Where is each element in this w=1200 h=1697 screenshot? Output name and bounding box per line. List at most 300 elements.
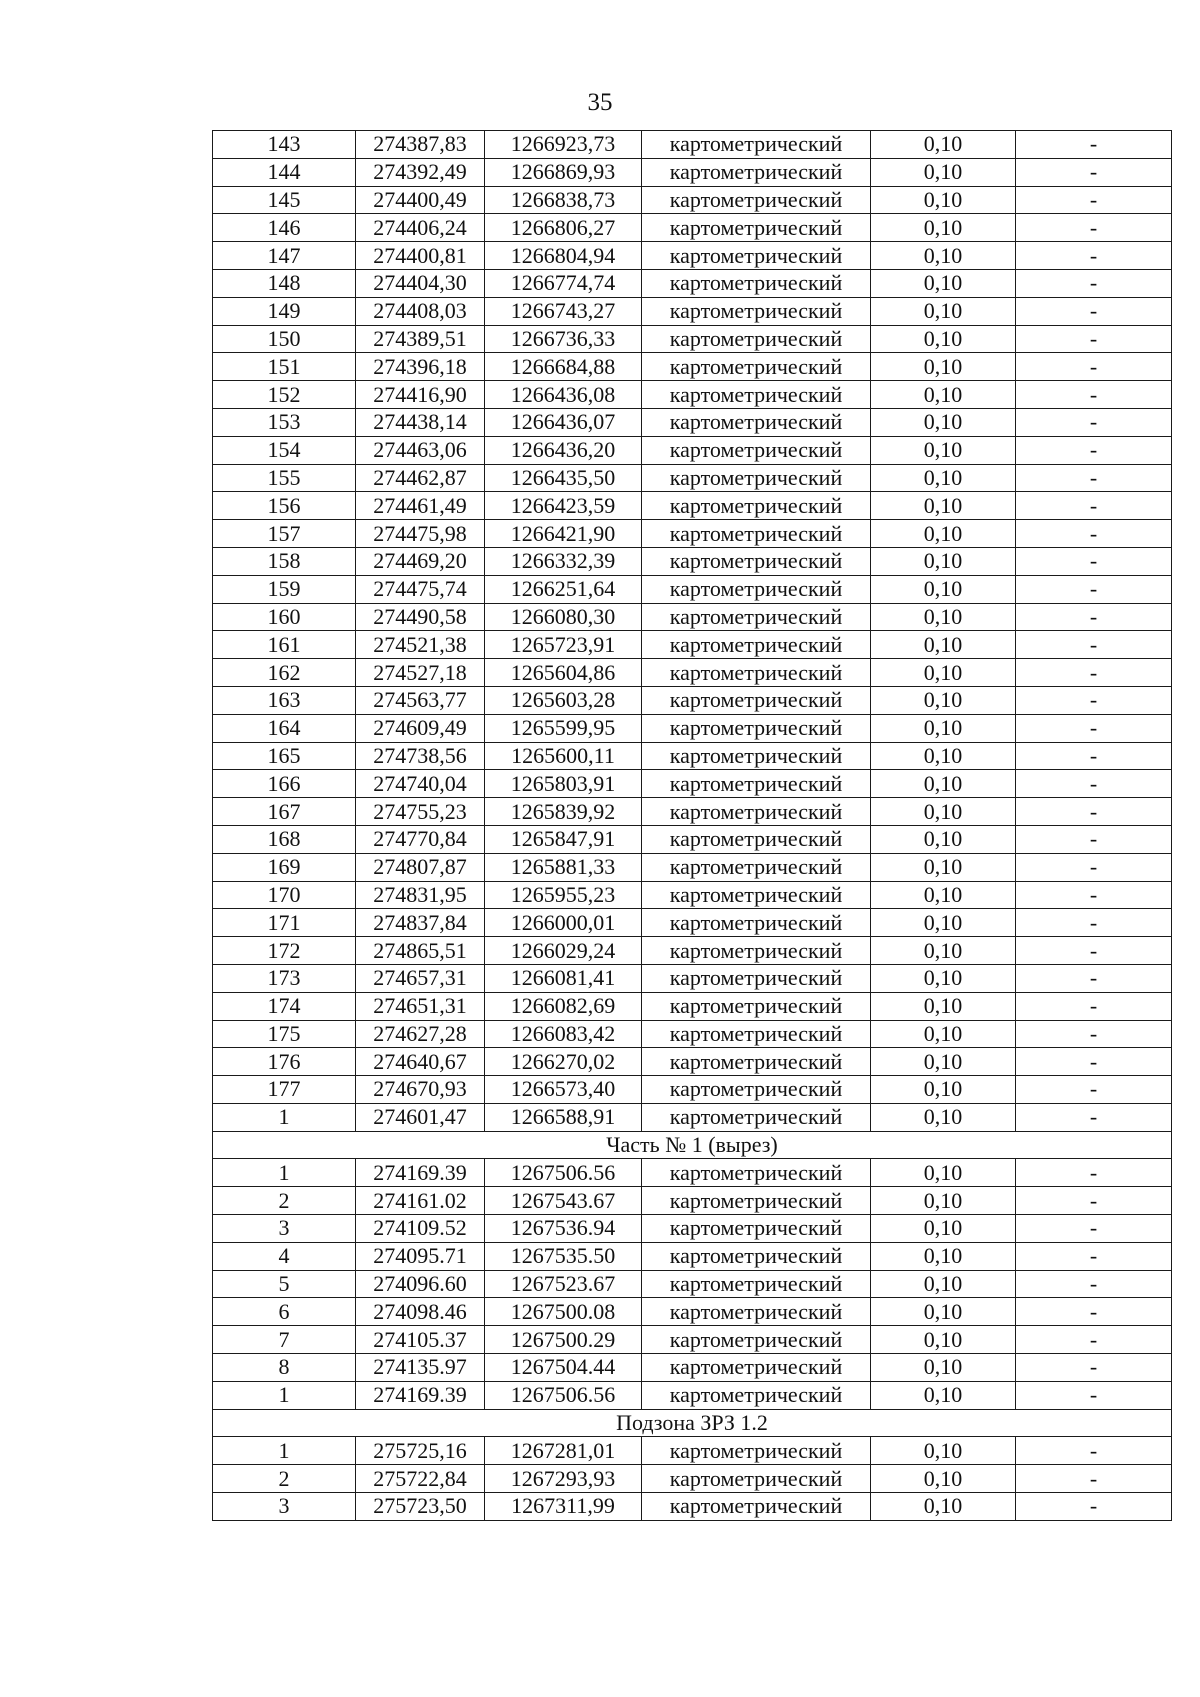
table-row	[213, 353, 1172, 381]
y-coordinate-cell: 1267506.56	[485, 1159, 642, 1187]
page-number: 35	[587, 89, 613, 116]
method-cell: картометрический	[642, 909, 871, 937]
method-cell: картометрический	[642, 853, 871, 881]
note-cell: -	[1016, 1381, 1172, 1409]
x-coordinate-cell: 274651,31	[356, 992, 485, 1020]
note-cell: -	[1016, 1048, 1172, 1076]
note-cell: -	[1016, 1103, 1172, 1131]
method-cell: картометрический	[642, 436, 871, 464]
method-cell: картометрический	[642, 1048, 871, 1076]
accuracy-cell: 0,10	[871, 1076, 1016, 1104]
x-coordinate-cell: 274462,87	[356, 464, 485, 492]
table-row	[213, 1437, 1172, 1465]
x-coordinate-cell: 274404,30	[356, 269, 485, 297]
method-cell: картометрический	[642, 158, 871, 186]
table-row	[213, 937, 1172, 965]
accuracy-cell: 0,10	[871, 798, 1016, 826]
x-coordinate-cell: 274098.46	[356, 1298, 485, 1326]
accuracy-cell: 0,10	[871, 492, 1016, 520]
note-cell: -	[1016, 1298, 1172, 1326]
table-row	[213, 131, 1172, 159]
y-coordinate-cell: 1266421,90	[485, 520, 642, 548]
y-coordinate-cell: 1265604,86	[485, 659, 642, 687]
accuracy-cell: 0,10	[871, 1270, 1016, 1298]
note-cell: -	[1016, 464, 1172, 492]
method-cell: картометрический	[642, 1215, 871, 1243]
note-cell: -	[1016, 492, 1172, 520]
x-coordinate-cell: 274095.71	[356, 1242, 485, 1270]
x-coordinate-cell: 275723,50	[356, 1493, 485, 1521]
point-number-cell: 7	[213, 1326, 356, 1354]
x-coordinate-cell: 274469,20	[356, 547, 485, 575]
accuracy-cell: 0,10	[871, 686, 1016, 714]
table-row	[213, 714, 1172, 742]
x-coordinate-cell: 274738,56	[356, 742, 485, 770]
y-coordinate-cell: 1265603,28	[485, 686, 642, 714]
y-coordinate-cell: 1265599,95	[485, 714, 642, 742]
method-cell: картометрический	[642, 1354, 871, 1382]
y-coordinate-cell: 1265955,23	[485, 881, 642, 909]
y-coordinate-cell: 1266736,33	[485, 325, 642, 353]
note-cell: -	[1016, 547, 1172, 575]
point-number-cell: 148	[213, 269, 356, 297]
y-coordinate-cell: 1266743,27	[485, 297, 642, 325]
method-cell: картометрический	[642, 1242, 871, 1270]
point-number-cell: 147	[213, 242, 356, 270]
point-number-cell: 177	[213, 1076, 356, 1104]
section-header-row	[213, 1409, 1172, 1437]
method-cell: картометрический	[642, 1270, 871, 1298]
point-number-cell: 8	[213, 1354, 356, 1382]
accuracy-cell: 0,10	[871, 909, 1016, 937]
table-row	[213, 1298, 1172, 1326]
method-cell: картометрический	[642, 770, 871, 798]
method-cell: картометрический	[642, 686, 871, 714]
method-cell: картометрический	[642, 464, 871, 492]
x-coordinate-cell: 274169.39	[356, 1159, 485, 1187]
accuracy-cell: 0,10	[871, 269, 1016, 297]
method-cell: картометрический	[642, 881, 871, 909]
y-coordinate-cell: 1266435,50	[485, 464, 642, 492]
accuracy-cell: 0,10	[871, 1215, 1016, 1243]
table-row	[213, 1076, 1172, 1104]
y-coordinate-cell: 1266423,59	[485, 492, 642, 520]
y-coordinate-cell: 1265881,33	[485, 853, 642, 881]
table-row	[213, 186, 1172, 214]
note-cell: -	[1016, 1020, 1172, 1048]
x-coordinate-cell: 274807,87	[356, 853, 485, 881]
method-cell: картометрический	[642, 242, 871, 270]
y-coordinate-cell: 1266436,07	[485, 408, 642, 436]
y-coordinate-cell: 1267543.67	[485, 1187, 642, 1215]
note-cell: -	[1016, 1493, 1172, 1521]
accuracy-cell: 0,10	[871, 937, 1016, 965]
y-coordinate-cell: 1267500.29	[485, 1326, 642, 1354]
accuracy-cell: 0,10	[871, 881, 1016, 909]
method-cell: картометрический	[642, 1381, 871, 1409]
accuracy-cell: 0,10	[871, 1381, 1016, 1409]
accuracy-cell: 0,10	[871, 353, 1016, 381]
y-coordinate-cell: 1266082,69	[485, 992, 642, 1020]
y-coordinate-cell: 1265723,91	[485, 631, 642, 659]
point-number-cell: 160	[213, 603, 356, 631]
note-cell: -	[1016, 269, 1172, 297]
note-cell: -	[1016, 242, 1172, 270]
note-cell: -	[1016, 714, 1172, 742]
table-row	[213, 547, 1172, 575]
point-number-cell: 176	[213, 1048, 356, 1076]
y-coordinate-cell: 1266251,64	[485, 575, 642, 603]
note-cell: -	[1016, 297, 1172, 325]
x-coordinate-cell: 275725,16	[356, 1437, 485, 1465]
point-number-cell: 161	[213, 631, 356, 659]
method-cell: картометрический	[642, 520, 871, 548]
x-coordinate-cell: 274392,49	[356, 158, 485, 186]
accuracy-cell: 0,10	[871, 436, 1016, 464]
note-cell: -	[1016, 131, 1172, 159]
method-cell: картометрический	[642, 1020, 871, 1048]
accuracy-cell: 0,10	[871, 297, 1016, 325]
table-row	[213, 770, 1172, 798]
table-row	[213, 1465, 1172, 1493]
x-coordinate-cell: 274640,67	[356, 1048, 485, 1076]
table-row	[213, 1048, 1172, 1076]
note-cell: -	[1016, 325, 1172, 353]
x-coordinate-cell: 274601,47	[356, 1103, 485, 1131]
table-row	[213, 603, 1172, 631]
x-coordinate-cell: 274389,51	[356, 325, 485, 353]
point-number-cell: 1	[213, 1437, 356, 1465]
note-cell: -	[1016, 1215, 1172, 1243]
table-row	[213, 1187, 1172, 1215]
point-number-cell: 175	[213, 1020, 356, 1048]
note-cell: -	[1016, 659, 1172, 687]
y-coordinate-cell: 1266804,94	[485, 242, 642, 270]
y-coordinate-cell: 1266588,91	[485, 1103, 642, 1131]
method-cell: картометрический	[642, 1076, 871, 1104]
section-title: Часть № 1 (вырез)	[213, 1131, 1172, 1159]
y-coordinate-cell: 1265847,91	[485, 825, 642, 853]
x-coordinate-cell: 274521,38	[356, 631, 485, 659]
point-number-cell: 151	[213, 353, 356, 381]
point-number-cell: 2	[213, 1465, 356, 1493]
y-coordinate-cell: 1267536.94	[485, 1215, 642, 1243]
table-row	[213, 297, 1172, 325]
y-coordinate-cell: 1266869,93	[485, 158, 642, 186]
accuracy-cell: 0,10	[871, 131, 1016, 159]
point-number-cell: 146	[213, 214, 356, 242]
accuracy-cell: 0,10	[871, 1326, 1016, 1354]
point-number-cell: 173	[213, 964, 356, 992]
accuracy-cell: 0,10	[871, 1159, 1016, 1187]
accuracy-cell: 0,10	[871, 992, 1016, 1020]
note-cell: -	[1016, 686, 1172, 714]
point-number-cell: 1	[213, 1381, 356, 1409]
note-cell: -	[1016, 825, 1172, 853]
y-coordinate-cell: 1266081,41	[485, 964, 642, 992]
y-coordinate-cell: 1266573,40	[485, 1076, 642, 1104]
x-coordinate-cell: 274461,49	[356, 492, 485, 520]
accuracy-cell: 0,10	[871, 1242, 1016, 1270]
point-number-cell: 155	[213, 464, 356, 492]
point-number-cell: 153	[213, 408, 356, 436]
method-cell: картометрический	[642, 714, 871, 742]
note-cell: -	[1016, 353, 1172, 381]
note-cell: -	[1016, 520, 1172, 548]
method-cell: картометрический	[642, 992, 871, 1020]
note-cell: -	[1016, 964, 1172, 992]
table-row	[213, 520, 1172, 548]
note-cell: -	[1016, 575, 1172, 603]
note-cell: -	[1016, 742, 1172, 770]
accuracy-cell: 0,10	[871, 1493, 1016, 1521]
note-cell: -	[1016, 798, 1172, 826]
method-cell: картометрический	[642, 1493, 871, 1521]
method-cell: картометрический	[642, 408, 871, 436]
note-cell: -	[1016, 1076, 1172, 1104]
method-cell: картометрический	[642, 214, 871, 242]
table-row	[213, 1326, 1172, 1354]
method-cell: картометрический	[642, 353, 871, 381]
table-row	[213, 1242, 1172, 1270]
y-coordinate-cell: 1266332,39	[485, 547, 642, 575]
x-coordinate-cell: 274670,93	[356, 1076, 485, 1104]
note-cell: -	[1016, 881, 1172, 909]
accuracy-cell: 0,10	[871, 325, 1016, 353]
table-row	[213, 464, 1172, 492]
x-coordinate-cell: 274831,95	[356, 881, 485, 909]
table-row	[213, 1103, 1172, 1131]
point-number-cell: 169	[213, 853, 356, 881]
accuracy-cell: 0,10	[871, 1187, 1016, 1215]
y-coordinate-cell: 1267311,99	[485, 1493, 642, 1521]
method-cell: картометрический	[642, 937, 871, 965]
method-cell: картометрический	[642, 659, 871, 687]
table-row	[213, 408, 1172, 436]
note-cell: -	[1016, 381, 1172, 409]
accuracy-cell: 0,10	[871, 186, 1016, 214]
x-coordinate-cell: 274406,24	[356, 214, 485, 242]
accuracy-cell: 0,10	[871, 520, 1016, 548]
point-number-cell: 166	[213, 770, 356, 798]
x-coordinate-cell: 274135.97	[356, 1354, 485, 1382]
accuracy-cell: 0,10	[871, 659, 1016, 687]
accuracy-cell: 0,10	[871, 1103, 1016, 1131]
method-cell: картометрический	[642, 575, 871, 603]
note-cell: -	[1016, 1270, 1172, 1298]
point-number-cell: 157	[213, 520, 356, 548]
x-coordinate-cell: 274609,49	[356, 714, 485, 742]
table-row	[213, 158, 1172, 186]
point-number-cell: 1	[213, 1159, 356, 1187]
x-coordinate-cell: 274563,77	[356, 686, 485, 714]
point-number-cell: 144	[213, 158, 356, 186]
point-number-cell: 159	[213, 575, 356, 603]
x-coordinate-cell: 274490,58	[356, 603, 485, 631]
x-coordinate-cell: 274740,04	[356, 770, 485, 798]
method-cell: картометрический	[642, 1103, 871, 1131]
accuracy-cell: 0,10	[871, 964, 1016, 992]
method-cell: картометрический	[642, 325, 871, 353]
point-number-cell: 165	[213, 742, 356, 770]
accuracy-cell: 0,10	[871, 603, 1016, 631]
x-coordinate-cell: 274627,28	[356, 1020, 485, 1048]
y-coordinate-cell: 1266270,02	[485, 1048, 642, 1076]
note-cell: -	[1016, 186, 1172, 214]
method-cell: картометрический	[642, 825, 871, 853]
table-row	[213, 742, 1172, 770]
table-row	[213, 881, 1172, 909]
method-cell: картометрический	[642, 603, 871, 631]
table-row	[213, 659, 1172, 687]
method-cell: картометрический	[642, 492, 871, 520]
table-row	[213, 214, 1172, 242]
x-coordinate-cell: 274837,84	[356, 909, 485, 937]
x-coordinate-cell: 274396,18	[356, 353, 485, 381]
method-cell: картометрический	[642, 631, 871, 659]
note-cell: -	[1016, 1354, 1172, 1382]
note-cell: -	[1016, 408, 1172, 436]
y-coordinate-cell: 1267293,93	[485, 1465, 642, 1493]
accuracy-cell: 0,10	[871, 1437, 1016, 1465]
accuracy-cell: 0,10	[871, 575, 1016, 603]
point-number-cell: 152	[213, 381, 356, 409]
table-row	[213, 575, 1172, 603]
point-number-cell: 4	[213, 1242, 356, 1270]
accuracy-cell: 0,10	[871, 158, 1016, 186]
section-header-row	[213, 1131, 1172, 1159]
x-coordinate-cell: 274475,74	[356, 575, 485, 603]
y-coordinate-cell: 1267500.08	[485, 1298, 642, 1326]
point-number-cell: 2	[213, 1187, 356, 1215]
x-coordinate-cell: 274400,81	[356, 242, 485, 270]
method-cell: картометрический	[642, 1298, 871, 1326]
point-number-cell: 3	[213, 1215, 356, 1243]
table-row	[213, 1493, 1172, 1521]
note-cell: -	[1016, 436, 1172, 464]
point-number-cell: 149	[213, 297, 356, 325]
accuracy-cell: 0,10	[871, 1298, 1016, 1326]
table-row	[213, 853, 1172, 881]
point-number-cell: 163	[213, 686, 356, 714]
point-number-cell: 3	[213, 1493, 356, 1521]
point-number-cell: 170	[213, 881, 356, 909]
y-coordinate-cell: 1266838,73	[485, 186, 642, 214]
table-row	[213, 325, 1172, 353]
x-coordinate-cell: 274105.37	[356, 1326, 485, 1354]
table-row	[213, 964, 1172, 992]
x-coordinate-cell: 274475,98	[356, 520, 485, 548]
point-number-cell: 171	[213, 909, 356, 937]
coordinates-table-body	[213, 131, 1172, 1521]
note-cell: -	[1016, 1437, 1172, 1465]
point-number-cell: 174	[213, 992, 356, 1020]
table-row	[213, 381, 1172, 409]
accuracy-cell: 0,10	[871, 1465, 1016, 1493]
section-title: Подзона ЗРЗ 1.2	[213, 1409, 1172, 1437]
table-row	[213, 686, 1172, 714]
note-cell: -	[1016, 937, 1172, 965]
note-cell: -	[1016, 631, 1172, 659]
note-cell: -	[1016, 992, 1172, 1020]
point-number-cell: 167	[213, 798, 356, 826]
accuracy-cell: 0,10	[871, 381, 1016, 409]
x-coordinate-cell: 274865,51	[356, 937, 485, 965]
accuracy-cell: 0,10	[871, 631, 1016, 659]
accuracy-cell: 0,10	[871, 408, 1016, 436]
point-number-cell: 6	[213, 1298, 356, 1326]
method-cell: картометрический	[642, 131, 871, 159]
method-cell: картометрический	[642, 1326, 871, 1354]
table-row	[213, 436, 1172, 464]
table-row	[213, 242, 1172, 270]
accuracy-cell: 0,10	[871, 242, 1016, 270]
point-number-cell: 145	[213, 186, 356, 214]
y-coordinate-cell: 1266029,24	[485, 937, 642, 965]
table-row	[213, 992, 1172, 1020]
point-number-cell: 156	[213, 492, 356, 520]
x-coordinate-cell: 274161.02	[356, 1187, 485, 1215]
x-coordinate-cell: 274755,23	[356, 798, 485, 826]
x-coordinate-cell: 274387,83	[356, 131, 485, 159]
note-cell: -	[1016, 909, 1172, 937]
method-cell: картометрический	[642, 1159, 871, 1187]
table-row	[213, 1270, 1172, 1298]
y-coordinate-cell: 1266684,88	[485, 353, 642, 381]
accuracy-cell: 0,10	[871, 853, 1016, 881]
method-cell: картометрический	[642, 964, 871, 992]
y-coordinate-cell: 1266436,08	[485, 381, 642, 409]
table-row	[213, 269, 1172, 297]
note-cell: -	[1016, 158, 1172, 186]
x-coordinate-cell: 274770,84	[356, 825, 485, 853]
x-coordinate-cell: 274109.52	[356, 1215, 485, 1243]
point-number-cell: 5	[213, 1270, 356, 1298]
note-cell: -	[1016, 1187, 1172, 1215]
accuracy-cell: 0,10	[871, 547, 1016, 575]
method-cell: картометрический	[642, 798, 871, 826]
note-cell: -	[1016, 853, 1172, 881]
method-cell: картометрический	[642, 297, 871, 325]
y-coordinate-cell: 1265803,91	[485, 770, 642, 798]
note-cell: -	[1016, 1326, 1172, 1354]
y-coordinate-cell: 1265600,11	[485, 742, 642, 770]
point-number-cell: 150	[213, 325, 356, 353]
method-cell: картометрический	[642, 1465, 871, 1493]
x-coordinate-cell: 274657,31	[356, 964, 485, 992]
point-number-cell: 154	[213, 436, 356, 464]
accuracy-cell: 0,10	[871, 1354, 1016, 1382]
method-cell: картометрический	[642, 381, 871, 409]
method-cell: картометрический	[642, 1187, 871, 1215]
y-coordinate-cell: 1266774,74	[485, 269, 642, 297]
x-coordinate-cell: 274408,03	[356, 297, 485, 325]
table-row	[213, 1215, 1172, 1243]
note-cell: -	[1016, 603, 1172, 631]
note-cell: -	[1016, 770, 1172, 798]
accuracy-cell: 0,10	[871, 825, 1016, 853]
note-cell: -	[1016, 214, 1172, 242]
accuracy-cell: 0,10	[871, 770, 1016, 798]
accuracy-cell: 0,10	[871, 464, 1016, 492]
x-coordinate-cell: 274463,06	[356, 436, 485, 464]
y-coordinate-cell: 1265839,92	[485, 798, 642, 826]
y-coordinate-cell: 1267535.50	[485, 1242, 642, 1270]
y-coordinate-cell: 1266080,30	[485, 603, 642, 631]
point-number-cell: 172	[213, 937, 356, 965]
method-cell: картометрический	[642, 1437, 871, 1465]
x-coordinate-cell: 274438,14	[356, 408, 485, 436]
